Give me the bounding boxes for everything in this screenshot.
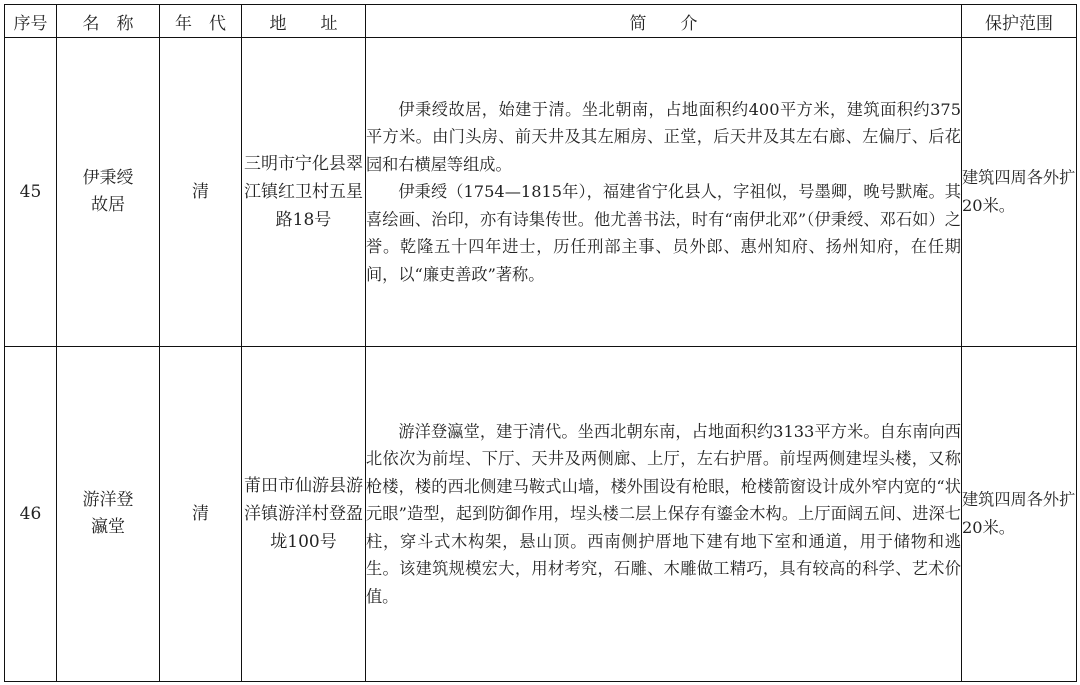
intro-paragraph: 游洋登瀛堂，建于清代。坐西北朝东南，占地面积约3133平方米。自东南向西北依次为前埕、下厅、天井及两侧廊、上厅，左右护厝。前埕两侧建埕头楼，又称枪楼，楼的西北侧建马鞍式山墙，楼外围设有枪眼，枪楼箭窗设计成外窄内宽的“状元眼”造型，起到防御作用，埕头楼二层上保存有鎏金木构。上厅面阔五间、进深七柱，穿斗式木构架，悬山顶。西南侧护厝地下建有地下室和通道，用于储物和逃生。该建筑规模宏大，用材考究，石雕、木雕做工精巧，具有较高的科学、艺术价值。 xyxy=(366,421,961,606)
table-row xyxy=(5,347,1077,682)
site-name: 游洋登瀛堂 xyxy=(82,490,134,537)
cell-scope: 建筑四周各外扩20米。 xyxy=(962,347,1077,682)
cell-intro xyxy=(366,38,962,347)
header-intro: 简 介 xyxy=(366,5,962,38)
header-scope: 保护范围 xyxy=(962,5,1077,38)
header-row xyxy=(5,5,1077,38)
cell-name xyxy=(57,38,160,347)
intro-paragraph: 伊秉绶故居，始建于清。坐北朝南，占地面积约400平方米，建筑面积约375平方米。由门头房、前天井及其左厢房、正堂，后天井及其左右廊、左偏厅、后花园和右横屋等组成。 xyxy=(366,99,961,174)
cell-era: 清 xyxy=(160,347,242,682)
cell-intro xyxy=(366,347,962,682)
cell-era: 清 xyxy=(160,38,242,347)
cell-address: 三明市宁化县翠江镇红卫村五星路18号 xyxy=(242,38,366,347)
heritage-table xyxy=(4,4,1077,682)
header-era: 年 代 xyxy=(160,5,242,38)
cell-no: 46 xyxy=(5,347,57,682)
cell-no: 45 xyxy=(5,38,57,347)
cell-address: 莆田市仙游县游洋镇游洋村登盈垅100号 xyxy=(242,347,366,682)
header-address: 地 址 xyxy=(242,5,366,38)
header-no: 序号 xyxy=(5,5,57,38)
header-name: 名 称 xyxy=(57,5,160,38)
cell-name xyxy=(57,347,160,682)
site-name: 伊秉绶故居 xyxy=(82,168,134,215)
cell-scope: 建筑四周各外扩20米。 xyxy=(962,38,1077,347)
intro-paragraph: 伊秉绶（1754—1815年），福建省宁化县人，字祖似，号墨卿，晚号默庵。其喜绘画、治印，亦有诗集传世。他尤善书法，时有“南伊北邓”（伊秉绶、邓石如）之誉。乾隆五十四年进士，历任刑部主事、员外郎、惠州知府、扬州知府，在任期间，以“廉吏善政”著称。 xyxy=(366,182,961,284)
table-row xyxy=(5,38,1077,347)
